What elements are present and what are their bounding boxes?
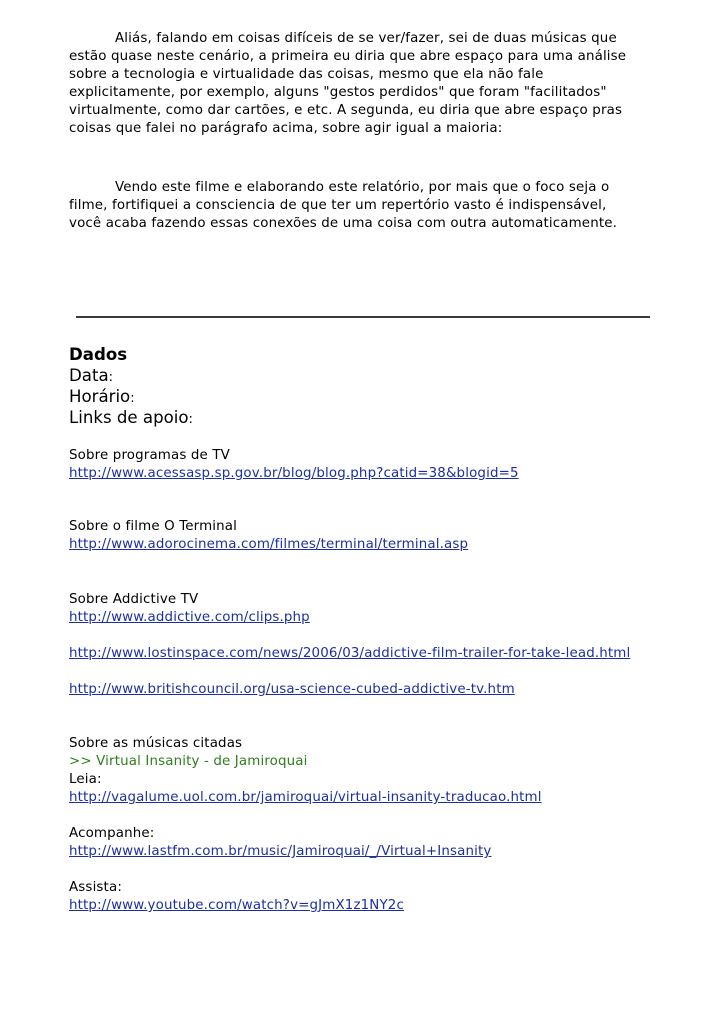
data-label: Data:: [69, 366, 114, 385]
tv-link[interactable]: http://www.acessasp.sp.gov.br/blog/blog.php?catid=38&blogid=5: [69, 466, 519, 481]
horario-label: Horário:: [69, 387, 135, 406]
lastfm-link[interactable]: http://www.lastfm.com.br/music/Jamiroquai/_/Virtual+Insanity: [69, 844, 492, 859]
leia-label: Leia:: [69, 772, 102, 787]
terminal-section-heading: Sobre o filme O Terminal: [69, 519, 238, 534]
song-title: >> Virtual Insanity - de Jamiroquai: [69, 754, 308, 769]
addictive-section-heading: Sobre Addictive TV: [69, 592, 199, 607]
paragraph-line: Vendo este filme e elaborando este relatório, por mais que o foco seja o: [115, 180, 610, 195]
lyrics-link[interactable]: http://vagalume.uol.com.br/jamiroquai/virtual-insanity-traducao.html: [69, 790, 542, 805]
paragraph-line: coisas que falei no parágrafo acima, sobre agir igual a maioria:: [69, 121, 503, 137]
paragraph-line: sobre a tecnologia e virtualidade das coisas, mesmo que ela não fale: [69, 67, 544, 83]
paragraph-line: Aliás, falando em coisas difíceis de se ver/fazer, sei de duas músicas que: [115, 31, 617, 46]
paragraph-line: filme, fortifiquei a consciencia de que ter um repertório vasto é indispensável,: [69, 198, 607, 214]
horizontal-divider: [76, 316, 650, 318]
paragraph-line: explicitamente, por exemplo, alguns "gestos perdidos" que foram "facilitados": [69, 85, 607, 101]
links-de-apoio-label: Links de apoio:: [69, 408, 193, 427]
paragraph-line: virtualmente, como dar cartões, e etc. A segunda, eu diria que abre espaço pras: [69, 103, 623, 119]
tv-section-heading: Sobre programas de TV: [69, 448, 230, 463]
britishcouncil-link[interactable]: http://www.britishcouncil.org/usa-science-cubed-addictive-tv.htm: [69, 682, 515, 697]
addictive-clips-link[interactable]: http://www.addictive.com/clips.php: [69, 610, 310, 625]
paragraph-filme: [69, 179, 669, 233]
paragraph-musicas: [69, 30, 669, 139]
dados-title: Dados: [69, 345, 128, 364]
musicas-section-heading: Sobre as músicas citadas: [69, 736, 243, 751]
paragraph-line: você acaba fazendo essas conexões de uma coisa com outra automaticamente.: [69, 216, 618, 232]
acompanhe-label: Acompanhe:: [69, 826, 155, 841]
paragraph-line: estão quase neste cenário, a primeira eu diria que abre espaço para uma análise: [69, 49, 627, 65]
youtube-link[interactable]: http://www.youtube.com/watch?v=gJmX1z1NY2c: [69, 898, 404, 913]
terminal-link[interactable]: http://www.adorocinema.com/filmes/terminal/terminal.asp: [69, 537, 469, 552]
assista-label: Assista:: [69, 880, 122, 895]
lostinspace-link[interactable]: http://www.lostinspace.com/news/2006/03/addictive-film-trailer-for-take-lead.html: [69, 646, 631, 661]
